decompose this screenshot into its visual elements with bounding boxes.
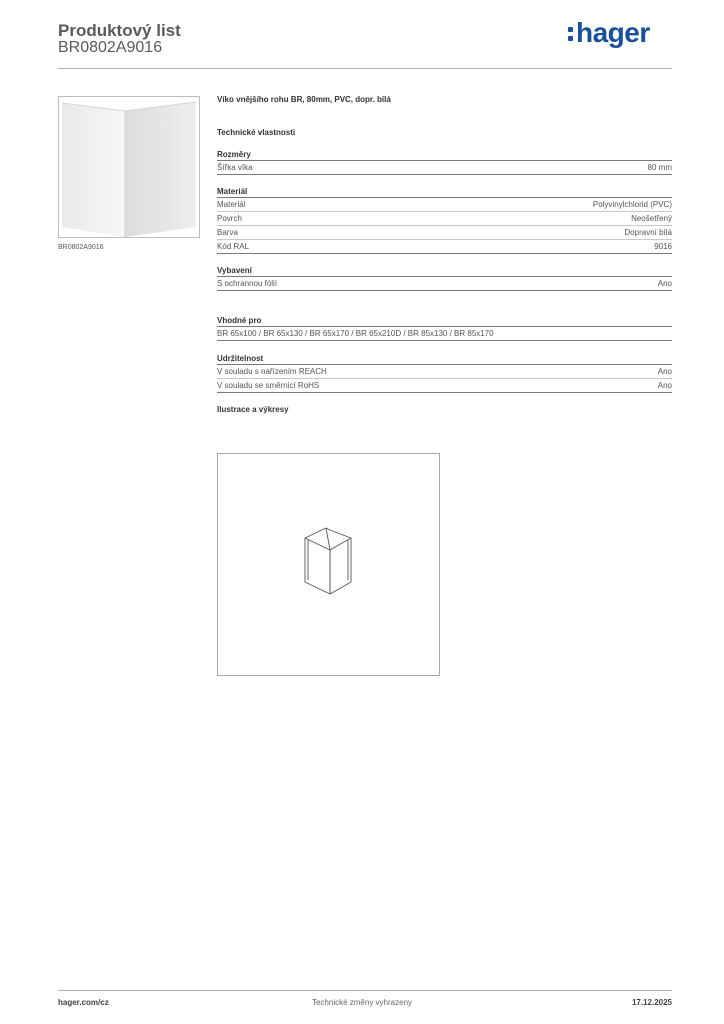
technical-heading: Technické vlastnosti [217, 128, 296, 137]
footer-divider [58, 990, 672, 991]
footer-notice: Technické změny vyhrazeny [311, 998, 413, 1007]
section-material [217, 186, 672, 254]
section-sustainability [217, 353, 672, 393]
section-title-illustrations: Ilustrace a výkresy [217, 405, 289, 414]
corner-cover-photo-icon [59, 97, 199, 237]
row-label: S ochrannou fólií [217, 279, 278, 288]
row-value: Neošetřený [631, 214, 672, 223]
logo-dots-icon [568, 24, 574, 44]
row-value: Ano [657, 367, 672, 376]
footer-website: hager.com/cz [58, 998, 109, 1007]
product-name: Víko vnějšího rohu BR, 80mm, PVC, dopr. bílá [217, 95, 391, 104]
row-value: Polyvinylchlorid (PVC) [592, 200, 672, 209]
row-label: Materiál [217, 200, 246, 209]
row-label: Barva [217, 228, 238, 237]
row-label: V souladu se směrnicí RoHS [217, 381, 320, 390]
section-dimensions [217, 149, 672, 175]
page-title: Produktový list [58, 21, 181, 40]
product-code: BR0802A9016 [58, 39, 163, 56]
table-row [217, 240, 672, 254]
header-divider [58, 68, 672, 69]
section-title-sustainability: Udržitelnost [217, 353, 672, 365]
table-row [217, 277, 672, 291]
photo-caption: BR0802A9016 [58, 244, 104, 251]
section-title-suitable-for: Vhodné pro [217, 315, 672, 327]
product-photo [58, 96, 200, 238]
table-row [217, 212, 672, 226]
row-value: Dopravní bílá [624, 228, 672, 237]
row-value: 9016 [654, 242, 672, 251]
section-title-equipment: Vybavení [217, 265, 672, 277]
logo-text: hager [576, 17, 650, 48]
illustration-frame [217, 453, 440, 676]
footer-date: 17.12.2025 [631, 998, 672, 1007]
table-row [217, 198, 672, 212]
compatible-products: BR 65x100 / BR 65x130 / BR 65x170 / BR 65x210D / BR 85x130 / BR 85x170 [217, 327, 672, 341]
row-value: Ano [657, 279, 672, 288]
table-row [217, 161, 672, 175]
table-row [217, 365, 672, 379]
table-row [217, 379, 672, 393]
hager-logo [568, 17, 650, 49]
row-label: V souladu s nařízením REACH [217, 367, 327, 376]
section-title-dimensions: Rozměry [217, 149, 672, 161]
section-equipment [217, 265, 672, 291]
section-suitable-for [217, 315, 672, 341]
row-value: 80 mm [647, 163, 672, 172]
row-label: Kód RAL [217, 242, 250, 251]
section-title-material: Materiál [217, 186, 672, 198]
row-label: Povrch [217, 214, 242, 223]
table-row [217, 226, 672, 240]
product-details [217, 95, 672, 419]
corner-cover-drawing-icon [218, 454, 439, 675]
row-value: Ano [657, 381, 672, 390]
row-label: Šířka víka [217, 163, 253, 172]
